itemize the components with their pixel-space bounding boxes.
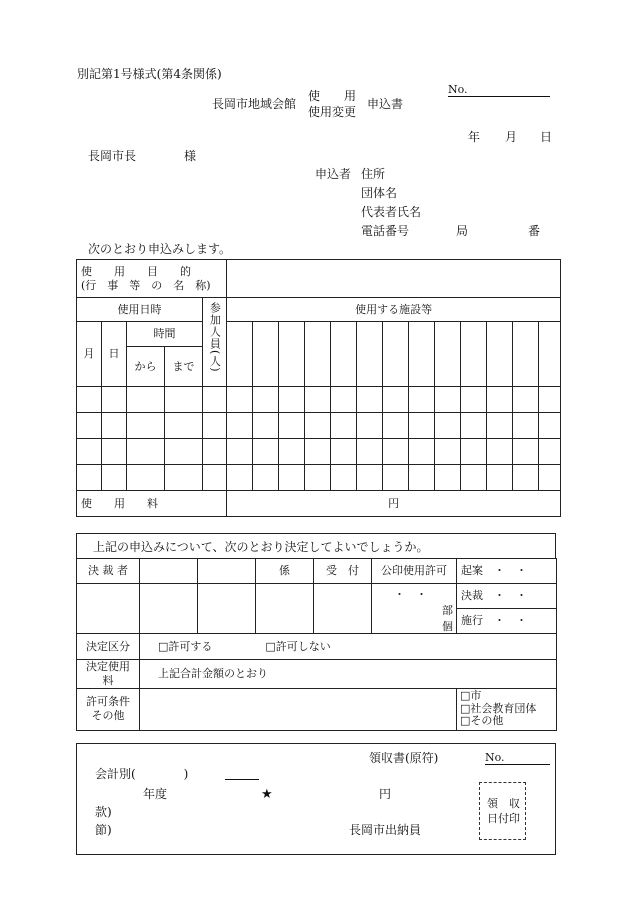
date-month-label: 月 [505, 130, 518, 144]
cell[interactable] [513, 413, 539, 439]
approver-cell[interactable] [198, 559, 256, 584]
facility-col-header[interactable] [305, 322, 331, 387]
treasurer-label: 長岡市出納員 [349, 823, 422, 837]
cell[interactable] [227, 413, 253, 439]
form-reference: 別記第1号様式(第4条関係) [77, 67, 222, 81]
setsu-label: 節) [95, 823, 112, 837]
cell[interactable] [487, 465, 513, 491]
other-checkbox[interactable]: □その他 [460, 714, 504, 728]
title-option-change: 使用変更 [308, 105, 357, 119]
cell[interactable] [253, 413, 279, 439]
cell[interactable] [77, 387, 102, 413]
participants-label: 参加人員(人) [208, 302, 222, 373]
cell[interactable] [357, 387, 383, 413]
reception-sign-cell[interactable] [314, 584, 372, 634]
facilities-header: 使用する施設等 [227, 298, 561, 322]
addressee: 長岡市長 [88, 149, 137, 163]
applicant-type-options [457, 688, 557, 730]
facility-col-header[interactable] [227, 322, 253, 387]
address-label: 住所 [361, 167, 386, 181]
cell[interactable] [435, 387, 461, 413]
purpose-label: 使 用 目 的 [81, 264, 191, 278]
seal-permission-label: 公印使用許可 [372, 559, 457, 584]
conditions-label: 許可条件その他 [77, 688, 140, 730]
cell[interactable] [127, 413, 165, 439]
city-checkbox[interactable]: □市 [460, 689, 482, 703]
receipt-date-stamp [479, 782, 526, 840]
cell[interactable] [331, 439, 357, 465]
title-option-use: 使 用 [308, 89, 357, 103]
enforced-date[interactable]: 施行 ・ ・ [457, 609, 557, 634]
staff-label: 係 [256, 559, 314, 584]
cell[interactable] [305, 465, 331, 491]
cell[interactable] [409, 413, 435, 439]
usage-row [77, 413, 561, 439]
usage-row [77, 439, 561, 465]
facility-col-header[interactable] [409, 322, 435, 387]
receipt-box [76, 743, 556, 855]
phone-label: 電話番号 [361, 224, 410, 238]
title-facility: 長岡市地域会館 [212, 97, 297, 111]
fee-decided-label: 決定使用料 [77, 660, 140, 689]
time-header: 時間 [127, 322, 203, 347]
conditions-input[interactable] [140, 688, 457, 730]
cell[interactable] [102, 387, 127, 413]
stamp-label-received: 領 収 [487, 797, 520, 810]
decision-question: 上記の申込みについて、次のとおり決定してよいでしょうか。 [93, 540, 429, 554]
account-underline [225, 779, 259, 780]
receipt-title: 領収書(原符) [369, 751, 439, 765]
cell[interactable] [513, 439, 539, 465]
cell[interactable] [253, 439, 279, 465]
cell[interactable] [227, 465, 253, 491]
decided-date[interactable]: 決裁 ・ ・ [457, 584, 557, 609]
representative-label: 代表者氏名 [361, 205, 422, 219]
facility-col-header[interactable] [487, 322, 513, 387]
approver-label: 決 裁 者 [77, 559, 140, 584]
cell[interactable] [305, 413, 331, 439]
cell[interactable] [77, 465, 102, 491]
cell[interactable] [305, 439, 331, 465]
cell[interactable] [383, 465, 409, 491]
cell[interactable] [435, 413, 461, 439]
cell[interactable] [102, 413, 127, 439]
decision-category-label: 決定区分 [77, 634, 140, 660]
time-from-header: から [127, 347, 165, 387]
cell[interactable] [487, 413, 513, 439]
kan-label: 款) [95, 805, 112, 819]
facility-col-header[interactable] [357, 322, 383, 387]
cell[interactable] [539, 387, 561, 413]
organization-label: 団体名 [361, 186, 398, 200]
usage-fee-input[interactable] [227, 491, 561, 517]
cell[interactable] [461, 413, 487, 439]
serial-number-label: No. [448, 83, 468, 96]
purpose-label-cell [77, 260, 227, 298]
cell[interactable] [165, 413, 203, 439]
seal-dept-label: 部 [442, 604, 453, 617]
cell[interactable] [357, 465, 383, 491]
cell[interactable] [127, 465, 165, 491]
cell[interactable] [253, 387, 279, 413]
usage-table [76, 259, 561, 517]
cell[interactable] [461, 465, 487, 491]
cell[interactable] [279, 439, 305, 465]
cell[interactable] [203, 439, 227, 465]
facility-col-header[interactable] [383, 322, 409, 387]
approver-sign-cell[interactable] [140, 584, 198, 634]
cell[interactable] [279, 465, 305, 491]
cell[interactable] [513, 387, 539, 413]
facility-col-header[interactable] [513, 322, 539, 387]
title-application: 申込書 [367, 97, 404, 111]
stamp-label-date: 日付印 [487, 812, 520, 825]
month-header: 月 [77, 322, 102, 387]
cell[interactable] [461, 439, 487, 465]
fiscal-year-label: 年度 [143, 787, 168, 801]
facility-col-header[interactable] [461, 322, 487, 387]
cell[interactable] [203, 465, 227, 491]
seal-permission-cell[interactable] [372, 584, 457, 634]
purpose-input[interactable] [227, 260, 561, 298]
cell[interactable] [409, 465, 435, 491]
permit-checkbox[interactable]: □許可する [158, 639, 213, 653]
phone-exchange-label: 局 [456, 224, 469, 238]
decision-table [76, 558, 557, 731]
phone-number-label: 番 [528, 224, 541, 238]
approver-sign-cell[interactable] [198, 584, 256, 634]
date-day-label: 日 [540, 130, 553, 144]
decision-question-box [76, 533, 556, 559]
cell[interactable] [253, 465, 279, 491]
cell[interactable] [102, 465, 127, 491]
fee-decided-value: 上記合計金額のとおり [140, 660, 557, 689]
usage-datetime-header: 使用日時 [77, 298, 203, 322]
social-group-checkbox[interactable]: □社会教育団体 [460, 701, 537, 715]
facility-col-header[interactable] [539, 322, 561, 387]
reception-label: 受 付 [314, 559, 372, 584]
cell[interactable] [487, 439, 513, 465]
cell[interactable] [383, 413, 409, 439]
intro-text: 次のとおり申込みします。 [88, 242, 232, 256]
drafted-date[interactable]: 起案 ・ ・ [457, 559, 557, 584]
day-header: 日 [102, 322, 127, 387]
cell[interactable] [539, 439, 561, 465]
account-label: 会計別( ) [95, 767, 189, 781]
cell[interactable] [127, 439, 165, 465]
deny-checkbox[interactable]: □許可しない [265, 639, 331, 653]
cell[interactable] [77, 413, 102, 439]
facility-col-header[interactable] [435, 322, 461, 387]
cell[interactable] [165, 387, 203, 413]
cell[interactable] [127, 387, 165, 413]
participants-header [203, 298, 227, 387]
cell[interactable] [487, 387, 513, 413]
cell[interactable] [203, 413, 227, 439]
cell[interactable] [165, 439, 203, 465]
facility-col-header[interactable] [279, 322, 305, 387]
cell[interactable] [357, 413, 383, 439]
cell[interactable] [165, 465, 203, 491]
usage-fee-label: 使 用 料 [77, 491, 227, 517]
amount-yen-label: 円 [379, 787, 392, 801]
seal-date-dots: ・ ・ [394, 588, 427, 601]
usage-row [77, 387, 561, 413]
usage-fee-unit: 円 [388, 496, 400, 510]
honorific: 様 [184, 149, 197, 163]
cell[interactable] [77, 439, 102, 465]
facility-col-header[interactable] [253, 322, 279, 387]
cell[interactable] [409, 387, 435, 413]
cell[interactable] [331, 413, 357, 439]
usage-row [77, 465, 561, 491]
approver-sign-cell[interactable] [77, 584, 140, 634]
cell[interactable] [102, 439, 127, 465]
purpose-sublabel: (行 事 等 の 名 称) [81, 278, 211, 292]
approver-cell[interactable] [140, 559, 198, 584]
staff-sign-cell[interactable] [256, 584, 314, 634]
cell[interactable] [331, 465, 357, 491]
date-year-label: 年 [468, 130, 481, 144]
cell[interactable] [539, 465, 561, 491]
cell[interactable] [305, 387, 331, 413]
cell[interactable] [227, 439, 253, 465]
cell[interactable] [435, 439, 461, 465]
cell[interactable] [331, 387, 357, 413]
receipt-number-label: No. [485, 751, 505, 764]
cell[interactable] [383, 439, 409, 465]
serial-number-field[interactable] [448, 84, 550, 97]
cell[interactable] [227, 387, 253, 413]
star-mark: ★ [261, 787, 273, 802]
cell[interactable] [383, 387, 409, 413]
cell[interactable] [279, 387, 305, 413]
cell[interactable] [435, 465, 461, 491]
seal-pieces-label: 個 [442, 620, 453, 633]
facility-col-header[interactable] [331, 322, 357, 387]
cell[interactable] [357, 439, 383, 465]
cell[interactable] [203, 387, 227, 413]
cell[interactable] [279, 413, 305, 439]
decision-category-options [140, 634, 557, 660]
cell[interactable] [461, 387, 487, 413]
time-to-header: まで [165, 347, 203, 387]
receipt-number-field[interactable] [485, 752, 550, 765]
cell[interactable] [539, 413, 561, 439]
cell[interactable] [409, 439, 435, 465]
applicant-label: 申込者 [315, 167, 352, 181]
cell[interactable] [513, 465, 539, 491]
